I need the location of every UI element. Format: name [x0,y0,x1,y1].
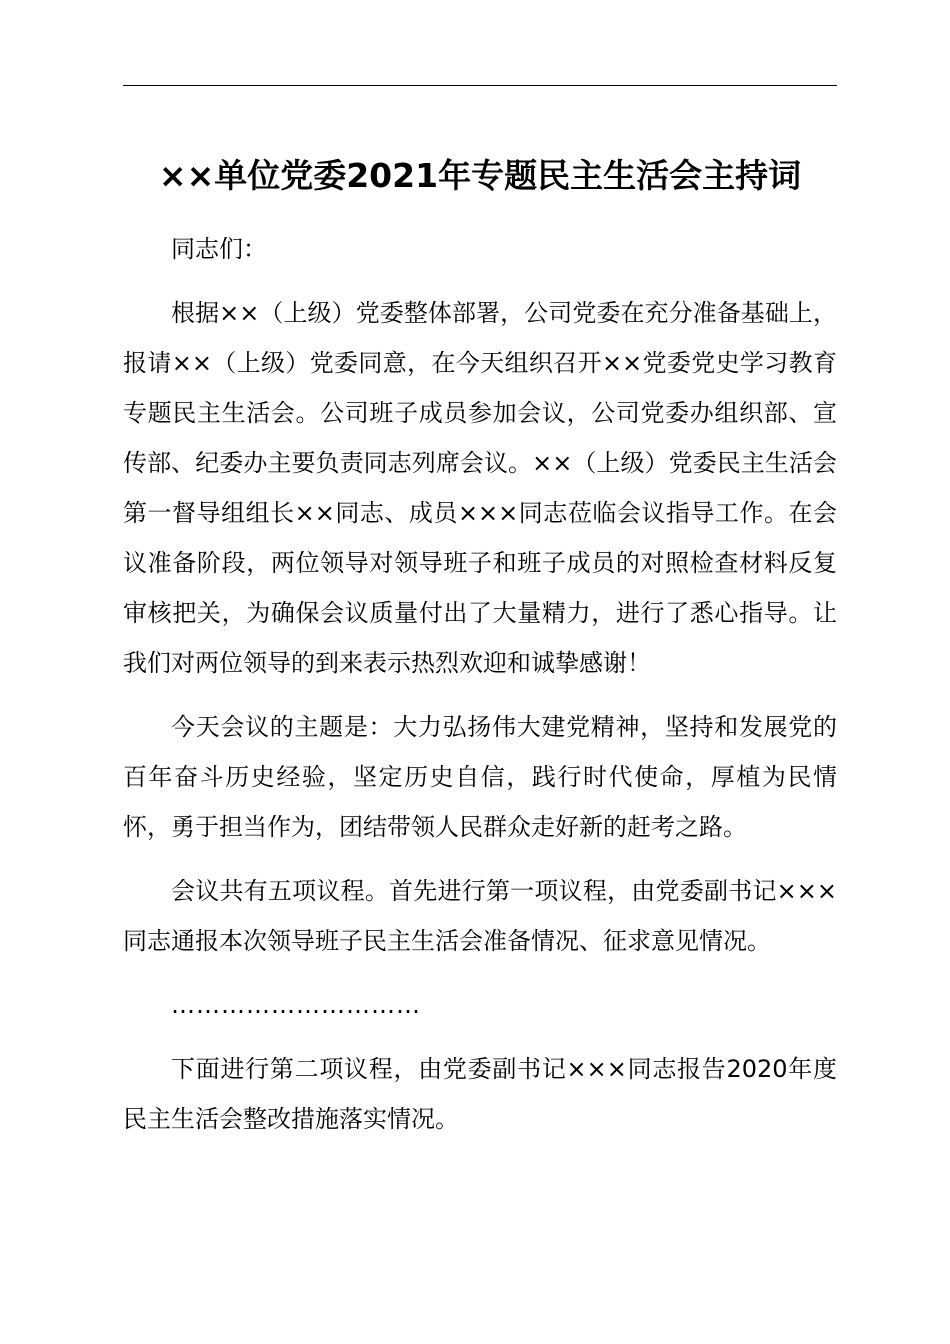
paragraph-agenda-two: 下面进行第二项议程，由党委副书记×××同志报告2020年度民主生活会整改措施落实情况。 [123,1055,837,1133]
paragraph-agenda-one: 会议共有五项议程。首先进行第一项议程，由党委副书记×××同志通报本次领导班子民主生活会准备情况、征求意见情况。 [123,877,837,955]
paragraph-salutation: 同志们： [171,235,267,263]
paragraph-intro: 根据××（上级）党委整体部署，公司党委在充分准备基础上，报请××（上级）党委同意，在今天组织召开××党委党史学习教育专题民主生活会。公司班子成员参加会议，公司党委办组织部、宣传部、纪委办主要负责同志列席会议。××（上级）党委民主生活会第一督导组组长××同志、成员×××同志莅临会议指导工作。在会议准备阶段，两位领导对领导班子和班子成员的对照检查材料反复审核把关，为确保会议质量付出了大量精力，进行了悉心指导。让我们对两位领导的到来表示热烈欢迎和诚挚感谢！ [123,299,837,677]
paragraph-ellipsis: ………………………… [171,991,421,1019]
top-rule [123,85,837,86]
document-title: ××单位党委2021年专题民主生活会主持词 [158,156,802,195]
document-body [123,224,837,1158]
paragraph-theme: 今天会议的主题是：大力弘扬伟大建党精神，坚持和发展党的百年奋斗历史经验，坚定历史自信，践行时代使命，厚植为民情怀，勇于担当作为，团结带领人民群众走好新的赶考之路。 [123,713,837,841]
